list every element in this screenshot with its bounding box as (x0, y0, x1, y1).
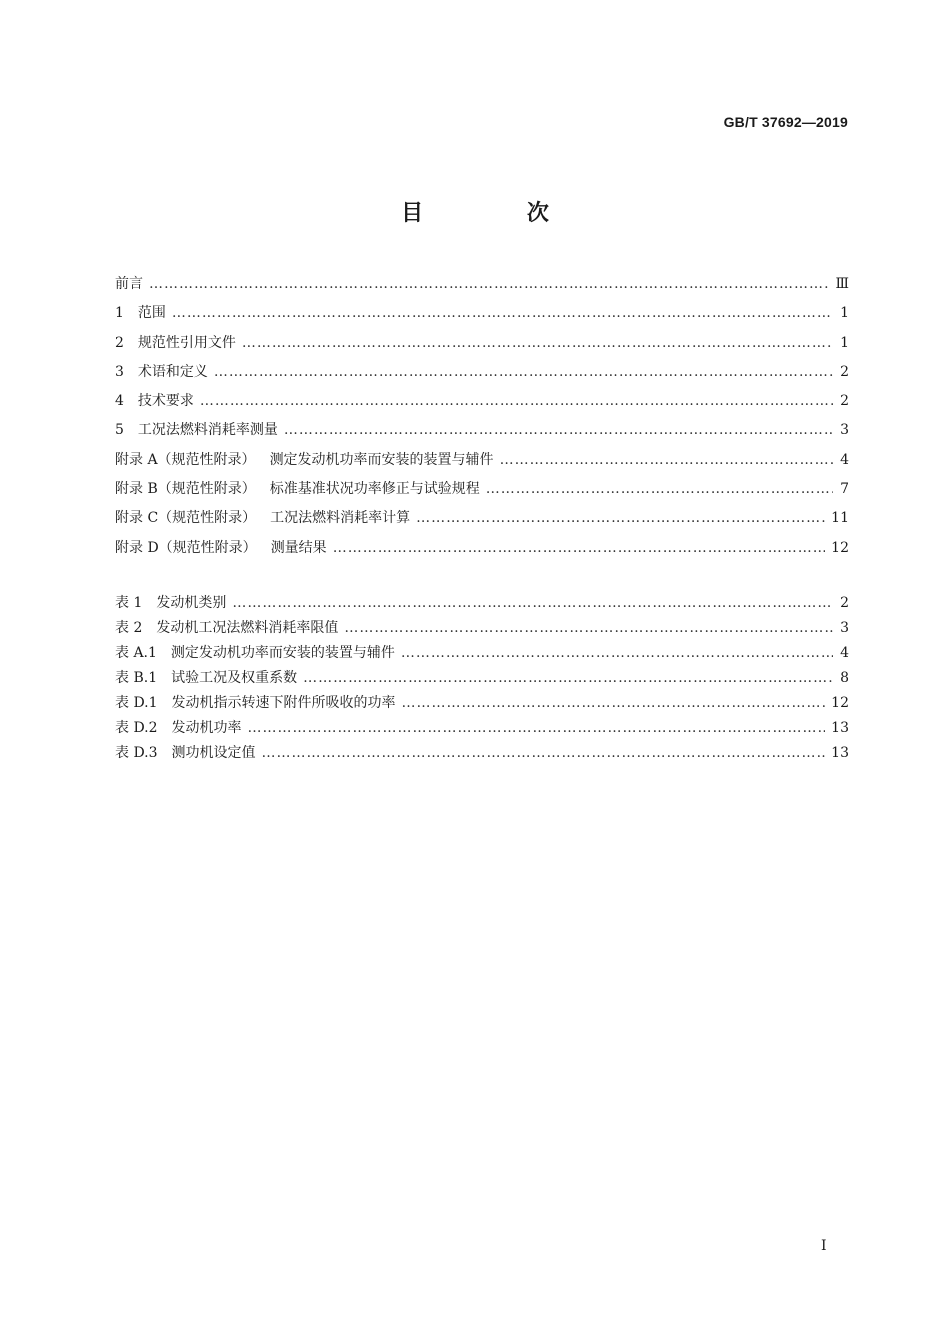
toc-entry-page: 1 (840, 334, 849, 351)
toc-entry-terms[interactable] (115, 361, 849, 390)
table-entry-1[interactable] (115, 592, 849, 617)
leader-dots (242, 335, 833, 351)
toc-entry-page: 7 (840, 481, 849, 498)
leader-dots (416, 510, 825, 526)
table-entry-label: 发动机类别 (156, 595, 227, 611)
toc-entry-label: 范围 (137, 305, 166, 322)
toc-entry-page: 12 (831, 539, 849, 556)
leader-dots (284, 422, 833, 438)
table-entry-label: 测功机设定值 (171, 745, 256, 761)
toc-entry-annex-c[interactable] (115, 507, 849, 536)
table-entry-number: 表 D.3 (115, 745, 158, 761)
leader-dots (149, 276, 829, 292)
toc-entry-label: 工况法燃料消耗率测量 (137, 422, 278, 439)
leader-dots (262, 745, 826, 761)
toc-entry-label: 标准基准状况功率修正与试验规程 (269, 481, 480, 498)
page-title: 目 次 (401, 201, 597, 226)
table-entry-d2[interactable] (115, 717, 849, 742)
toc-entry-number: 附录 C（规范性附录） (115, 510, 257, 527)
toc-entry-page: 1 (840, 305, 849, 322)
toc-entry-number: 2 (115, 334, 124, 351)
toc-entry-scope[interactable] (115, 302, 849, 331)
table-entry-d1[interactable] (115, 692, 849, 717)
leader-dots (486, 481, 833, 497)
toc-entry-page: 4 (840, 451, 849, 468)
toc-entry-label: 术语和定义 (137, 363, 208, 380)
toc-entry-foreword[interactable] (115, 273, 849, 302)
table-entry-number: 表 1 (115, 595, 143, 611)
toc-entry-number: 附录 B（规范性附录） (115, 481, 256, 498)
toc-entry-number: 4 (115, 393, 124, 410)
toc-entry-number: 1 (115, 305, 124, 322)
leader-dots (402, 695, 826, 711)
table-entry-a1[interactable] (115, 642, 849, 667)
leader-dots (214, 364, 833, 380)
leader-dots (500, 452, 833, 468)
table-entry-label: 发动机功率 (171, 720, 242, 736)
table-entry-page: 2 (840, 595, 849, 611)
table-entry-page: 13 (831, 745, 849, 761)
toc-entry-page: 3 (840, 422, 849, 439)
table-entry-number: 表 B.1 (115, 670, 158, 686)
toc-entry-label: 技术要求 (137, 393, 194, 410)
table-entry-page: 13 (831, 720, 849, 736)
toc-entry-label: 工况法燃料消耗率计算 (270, 510, 411, 527)
toc-entry-number: 5 (115, 422, 124, 439)
toc-entry-label: 测量结果 (270, 539, 327, 556)
table-entry-2[interactable] (115, 617, 849, 642)
leader-dots (172, 305, 833, 321)
leader-dots (232, 595, 833, 611)
toc-entry-page: 2 (840, 363, 849, 380)
table-entry-number: 表 D.1 (115, 695, 158, 711)
toc-entry-technical-requirements[interactable] (115, 390, 849, 419)
table-entry-page: 4 (840, 645, 849, 661)
toc-entry-annex-a[interactable] (115, 449, 849, 478)
toc-entry-label: 规范性引用文件 (137, 334, 236, 351)
table-entry-label: 发动机工况法燃料消耗率限值 (156, 620, 339, 636)
leader-dots (303, 670, 833, 686)
table-entry-page: 12 (831, 695, 849, 711)
toc-entry-number: 附录 D（规范性附录） (115, 539, 257, 556)
table-entry-d3[interactable] (115, 742, 849, 767)
table-list (115, 592, 849, 767)
toc-entry-annex-d[interactable] (115, 537, 849, 566)
standard-code: GB/T 37692—2019 (723, 114, 848, 130)
toc-entry-fuel-measurement[interactable] (115, 419, 849, 448)
table-entry-page: 8 (840, 670, 849, 686)
toc-entry-annex-b[interactable] (115, 478, 849, 507)
page-number: I (821, 1238, 827, 1254)
leader-dots (200, 393, 833, 409)
toc-entry-normative-references[interactable] (115, 332, 849, 361)
leader-dots (344, 620, 833, 636)
toc-entry-page: 2 (840, 393, 849, 410)
toc-entry-page: 11 (831, 510, 849, 527)
toc-entry-label: 前言 (115, 276, 143, 292)
leader-dots (401, 645, 833, 661)
table-entry-number: 表 D.2 (115, 720, 158, 736)
table-entry-number: 表 2 (115, 620, 143, 636)
table-entry-page: 3 (840, 620, 849, 636)
table-entry-label: 测定发动机功率而安装的装置与辅件 (170, 645, 395, 661)
leader-dots (248, 720, 826, 736)
toc-entry-number: 3 (115, 363, 124, 380)
toc-entry-page: Ⅲ (835, 276, 849, 292)
toc-entry-label: 测定发动机功率而安装的装置与辅件 (269, 451, 494, 468)
table-entry-label: 发动机指示转速下附件所吸收的功率 (171, 695, 396, 711)
leader-dots (333, 540, 825, 556)
toc-entry-number: 附录 A（规范性附录） (115, 451, 256, 468)
table-entry-label: 试验工况及权重系数 (171, 670, 298, 686)
toc-list (115, 273, 849, 566)
table-entry-b1[interactable] (115, 667, 849, 692)
table-entry-number: 表 A.1 (115, 645, 157, 661)
